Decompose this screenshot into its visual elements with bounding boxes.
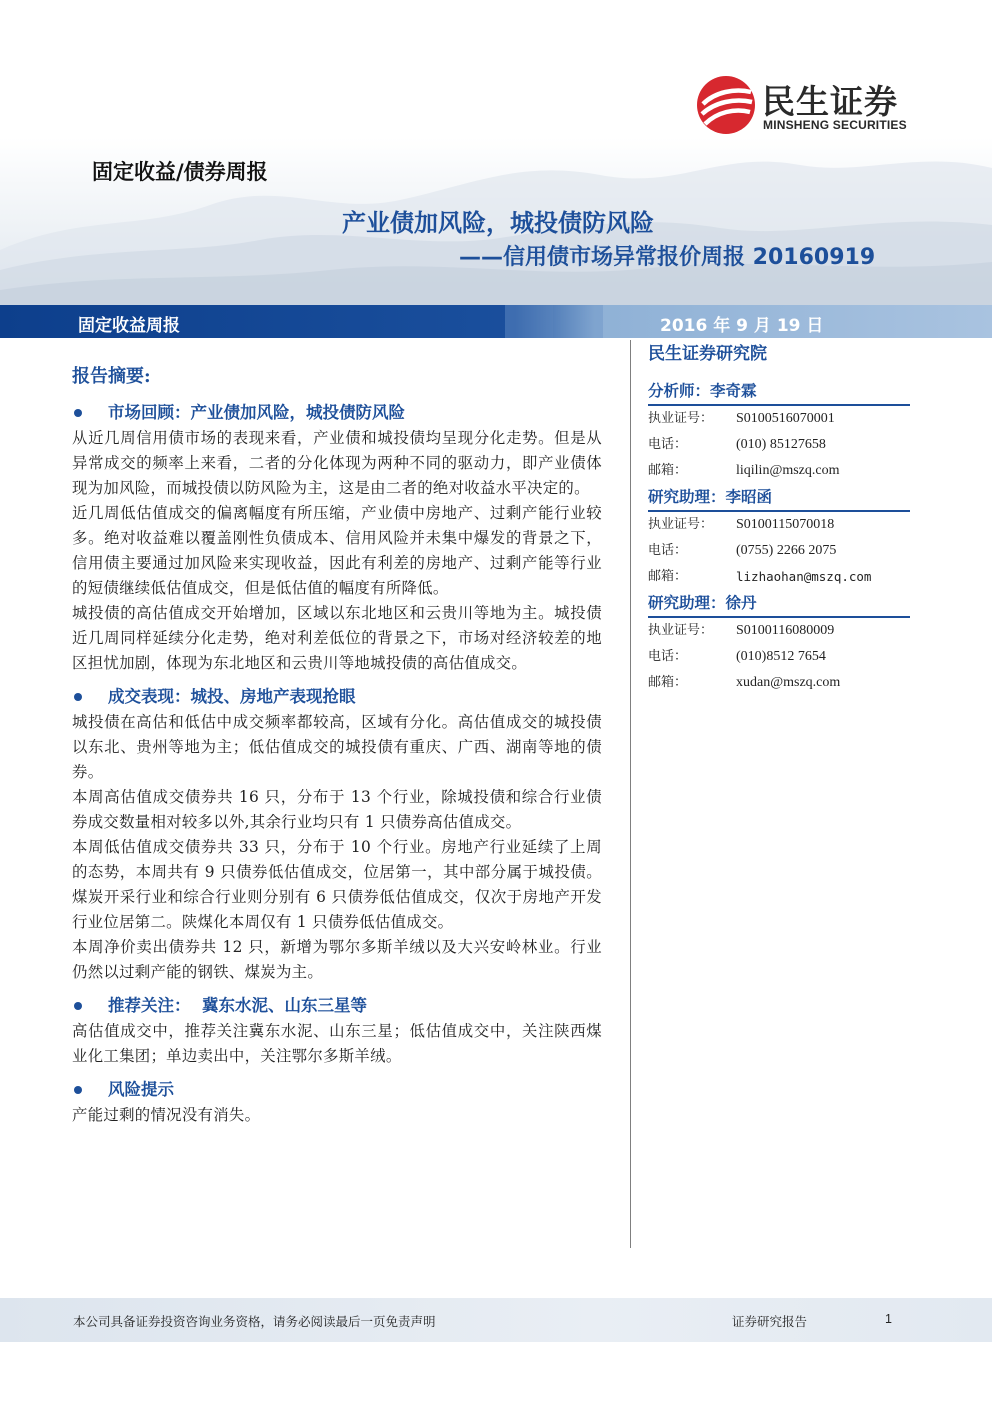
paragraph: 本周净价卖出债券共 12 只，新增为鄂尔多斯羊绒以及大兴安岭林业。行业仍然以过剩产能的钢铁、煤炭为主。 [72,938,602,981]
paragraph: 高估值成交中，推荐关注冀东水泥、山东三星；低估值成交中，关注陕西煤业化工集团；单边卖出中，关注鄂尔多斯羊绒。 [72,1022,602,1065]
footer-disclaimer: 本公司具备证券投资咨询业务资格，请务必阅读最后一页免责声明 [73,1314,436,1329]
section-heading-text: 成交表现：城投、房地产表现抢眼 [108,687,356,706]
page-footer [0,1298,992,1342]
summary-title: 报告摘要: [72,366,151,387]
bullet-icon [74,693,82,701]
field-label: 邮箱： [648,675,688,690]
license-row [648,512,910,538]
analyst-block [648,378,910,484]
license-row [648,618,910,644]
phone-row [648,432,910,458]
email-link[interactable]: lizhaohan@mszq.com [736,569,872,584]
institute-name: 民生证券研究院 [648,344,767,364]
license-number: S0100115070018 [736,517,835,532]
paragraph: 从近几周信用债市场的表现来看，产业债和城投债均呈现分化走势。但是从异常成交的频率上来看，二者的分化体现为两种不同的驱动力，即产业债体现为加风险，而城投债以防风险为主，这是由二者的绝对收益水平决定的。 [72,429,602,497]
bullet-icon [74,1086,82,1094]
report-date: 2016 年 9 月 19 日 [660,316,824,336]
paragraph: 城投债的高估值成交开始增加，区域以东北地区和云贵川等地为主。城投债近几周同样延续分化走势，绝对利差低位的背景之下，市场对经济较差的地区担忧加剧，体现为东北地区和云贵川等地城投债的高估值成交。 [72,604,602,672]
email-row [648,670,910,696]
analyst-title: 分析师：李奇霖 [648,378,910,406]
paragraph: 本周低估值成交债券共 33 只，分布于 10 个行业。房地产行业延续了上周的态势，本周共有 9 只债券低估值成交，位居第一，其中部分属于城投债。煤炭开采行业和综合行业则分别有 6 只债券低估值成交，仅次于房地产开发行业位居第二。陕煤化本周仅有 1 只债券低估值成交。 [72,838,602,931]
company-logo [695,72,925,138]
phone-number: (0755) 2266 2075 [736,543,837,558]
license-number: S0100516070001 [736,411,835,426]
field-label: 执业证号： [648,623,714,638]
phone-number: (010) 85127658 [736,437,826,452]
analyst-sidebar [648,340,910,696]
logo-name-en: MINSHENG SECURITIES [763,118,907,132]
band-stripe [505,305,553,338]
logo-name-cn: 民生证券 [762,82,898,121]
field-label: 电话： [648,543,688,558]
section-recommendation [72,993,602,1069]
paragraph: 产能过剩的情况没有消失。 [72,1106,261,1124]
section-heading [72,684,602,710]
band-stripe [553,305,603,338]
phone-row [648,644,910,670]
field-label: 电话： [648,437,688,452]
section-risk-warning [72,1077,602,1128]
paragraph: 本周高估值成交债券共 16 只，分布于 13 个行业，除城投债和综合行业债券成交数量相对较多以外,其余行业均只有 1 只债券高估值成交。 [72,788,602,831]
field-label: 邮箱： [648,569,688,584]
footer-report-type: 证券研究报告 [732,1314,808,1329]
assistant-title: 研究助理：李昭函 [648,484,910,512]
assistant-block [648,590,910,696]
email-row [648,564,910,590]
field-label: 执业证号： [648,411,714,426]
license-number: S0100116080009 [736,623,835,638]
main-content [72,362,602,1128]
page-number: 1 [885,1312,892,1326]
column-divider [630,340,631,1248]
title-band [0,305,992,338]
section-market-review [72,400,602,676]
section-heading [72,993,602,1019]
section-heading [72,400,602,426]
paragraph: 城投债在高估和低估中成交频率都较高，区域有分化。高估值成交的城投债以东北、贵州等地为主；低估值成交的城投债有重庆、广西、湖南等地的债券。 [72,713,602,781]
report-category: 固定收益/债券周报 [92,159,268,184]
report-subtitle: ——信用债市场异常报价周报 20160919 [459,245,876,270]
band-label: 固定收益周报 [78,316,180,336]
section-heading-text: 市场回顾：产业债加风险，城投债防风险 [108,403,405,422]
section-heading-text: 风险提示 [108,1080,174,1099]
email-link[interactable]: xudan@mszq.com [736,675,841,690]
bullet-icon [74,409,82,417]
paragraph: 近几周低估值成交的偏离幅度有所压缩，产业债中房地产、过剩产能行业较多。绝对收益难以覆盖刚性负债成本、信用风险并未集中爆发的背景之下，信用债主要通过加风险来实现收益，因此有利差的房地产、过剩产能等行业的短债继续低估值成交，但是低估值的幅度有所降低。 [72,504,602,597]
field-label: 执业证号： [648,517,714,532]
bullet-icon [74,1002,82,1010]
field-label: 邮箱： [648,463,688,478]
minsheng-logo-icon [695,74,757,136]
section-heading [72,1077,602,1103]
email-link[interactable]: liqilin@mszq.com [736,463,840,478]
report-title: 产业债加风险，城投债防风险 [342,209,654,237]
license-row [648,406,910,432]
phone-row [648,538,910,564]
assistant-block [648,484,910,590]
assistant-title: 研究助理：徐丹 [648,590,910,618]
section-trading-performance [72,684,602,985]
phone-number: (010)8512 7654 [736,649,826,664]
email-row [648,458,910,484]
field-label: 电话： [648,649,688,664]
section-heading-text: 推荐关注： 冀东水泥、山东三星等 [108,996,367,1015]
